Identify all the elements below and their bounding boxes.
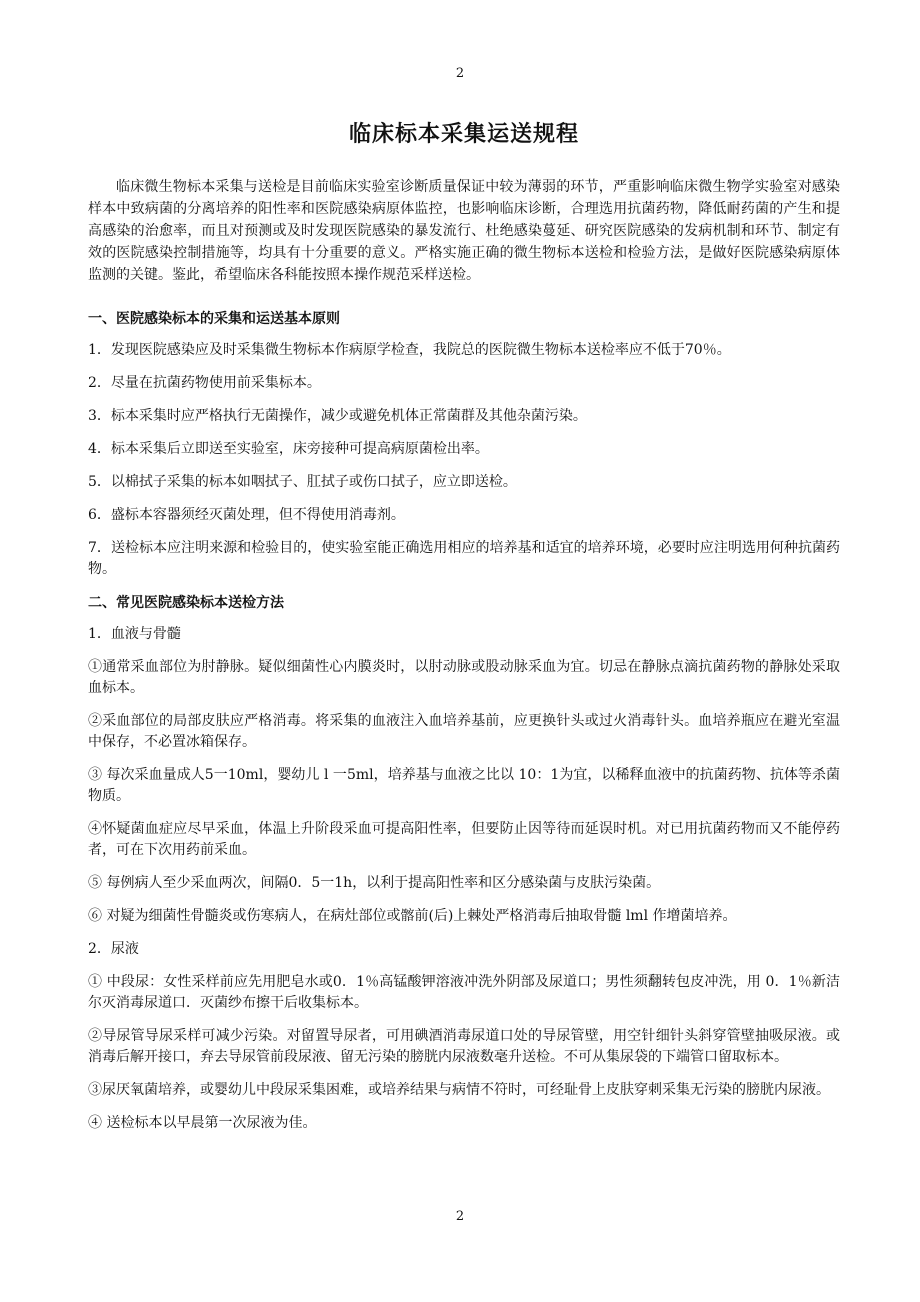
document-title: 临床标本采集运送规程 bbox=[348, 122, 579, 147]
section-2-heading: 二、常见医院感染标本送检方法 bbox=[88, 595, 284, 611]
blood-subheading: 1．血液与骨髓 bbox=[88, 626, 181, 642]
urine-item: ③尿厌氧菌培养，或婴幼儿中段尿采集困难，或培养结果与病情不符时，可经耻骨上皮肤穿刺采集无污染的膀胱内尿液。 bbox=[88, 1082, 830, 1098]
blood-item: ②采血部位的局部皮肤应严格消毒。将采集的血液注入血培养基前，应更换针头或过火消毒针头。血培养瓶应在避光室温中保存，不必置冰箱保存。 bbox=[88, 713, 840, 750]
page-number-top: 2 bbox=[455, 66, 465, 81]
blood-item: ④怀疑菌血症应尽早采血，体温上升阶段采血可提高阳性率，但要防止因等待而延误时机。对已用抗菌药物而又不能停药者，可在下次用药前采血。 bbox=[88, 821, 840, 858]
blood-item: ⑥ 对疑为细菌性骨髓炎或伤寒病人，在病灶部位或髂前(后)上棘处严格消毒后抽取骨髓 lml 作增菌培养。 bbox=[88, 908, 737, 924]
principle-item: 7．送检标本应注明来源和检验目的，使实验室能正确选用相应的培养基和适宜的培养环境，必要时应注明选用何种抗菌药物。 bbox=[88, 540, 840, 577]
principle-item: 5．以棉拭子采集的标本如咽拭子、肛拭子或伤口拭子，应立即送检。 bbox=[88, 474, 517, 490]
urine-item: ④ 送检标本以早晨第一次尿液为佳。 bbox=[88, 1115, 317, 1131]
blood-item: ⑤ 每例病人至少采血两次，间隔0．5一1h，以利于提高阳性率和区分感染菌与皮肤污染菌。 bbox=[88, 875, 661, 891]
urine-item: ① 中段尿：女性采样前应先用肥皂水或0．1％高锰酸钾溶液冲洗外阴部及尿道口；男性须翻转包皮冲洗，用 0．1％新洁尔灭消毒尿道口．灭菌纱布擦干后收集标本。 bbox=[88, 974, 840, 1011]
principle-item: 6．盛标本容器须经灭菌处理，但不得使用消毒剂。 bbox=[88, 507, 405, 523]
principle-item: 2．尽量在抗菌药物使用前采集标本。 bbox=[88, 375, 321, 391]
urine-item: ②导尿管导尿采样可减少污染。对留置导尿者，可用碘酒消毒尿道口处的导尿管壁，用空针细针头斜穿管壁抽吸尿液。或消毒后解开接口，弃去导尿管前段尿液、留无污染的膀胱内尿液数毫升送检。不可从集尿袋的下端管口留取标本。 bbox=[88, 1028, 840, 1065]
section-1-heading: 一、医院感染标本的采集和运送基本原则 bbox=[88, 311, 340, 327]
blood-item: ③ 每次采血量成人5一10ml，婴幼儿 l 一5ml，培养基与血液之比以 10：1为宜，以稀释血液中的抗菌药物、抗体等杀菌物质。 bbox=[88, 767, 840, 804]
principle-item: 1．发现医院感染应及时采集微生物标本作病原学检查，我院总的医院微生物标本送检率应不低于70％。 bbox=[88, 342, 731, 358]
principle-item: 4．标本采集后立即送至实验室，床旁接种可提高病原菌检出率。 bbox=[88, 441, 489, 457]
urine-subheading: 2．尿液 bbox=[88, 941, 139, 957]
page-number-bottom: 2 bbox=[455, 1209, 465, 1224]
document-body bbox=[88, 118, 840, 1146]
blood-item: ①通常采血部位为肘静脉。疑似细菌性心内膜炎时，以肘动脉或股动脉采血为宜。切忌在静脉点滴抗菌药物的静脉处采取血标本。 bbox=[88, 659, 840, 696]
intro-paragraph: 临床微生物标本采集与送检是目前临床实验室诊断质量保证中较为薄弱的环节，严重影响临床微生物学实验室对感染样本中致病菌的分离培养的阳性率和医院感染病原体监控，也影响临床诊断，合理选用抗菌药物，降低耐药菌的产生和提高感染的治愈率，而且对预测或及时发现医院感染的暴发流行、杜绝感染蔓延、研究医院感染的发病机制和环节、制定有效的医院感染控制措施等，均具有十分重要的意义。严格实施正确的微生物标本送检和检验方法，是做好医院感染病原体监测的关键。鉴此，希望临床各科能按照本操作规范采样送检。 bbox=[88, 179, 840, 283]
principle-item: 3．标本采集时应严格执行无菌操作，减少或避免机体正常菌群及其他杂菌污染。 bbox=[88, 408, 587, 424]
